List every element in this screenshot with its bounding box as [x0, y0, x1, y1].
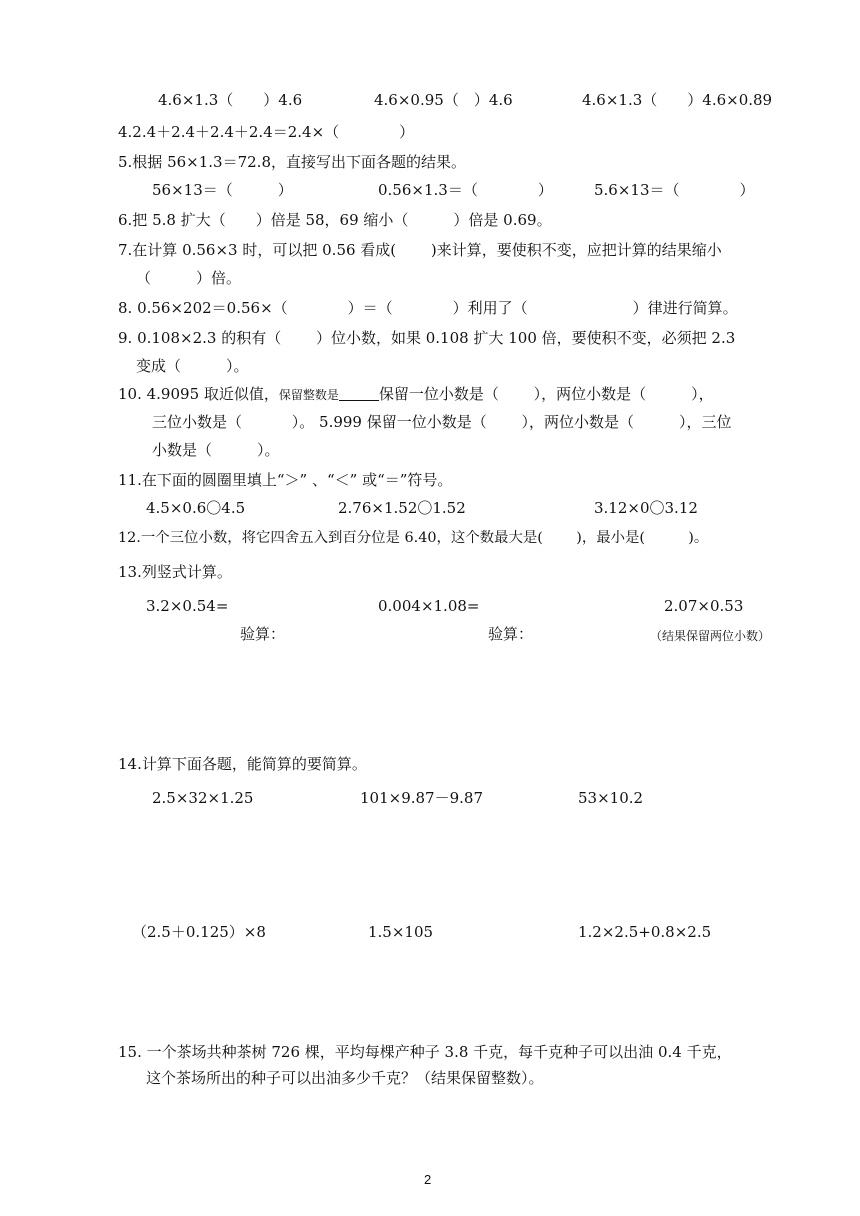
question-5-b: 0.56×1.3＝（ ） [378, 181, 553, 199]
question-10-line2: 三位小数是（ ）。 5.999 保留一位小数是（ ），两位小数是（ ），三位 [152, 413, 732, 431]
question-10-prefix: 10. 4.9095 取近似值， [118, 385, 279, 403]
question-11-c: 3.12×0〇3.12 [594, 499, 698, 517]
question-15-line1: 15. 一个茶场共种茶树 726 棵，平均每棵产种子 3.8 千克，每千克种子可以出油 0.4 千克， [118, 1043, 732, 1061]
check-label-2: 验算： [488, 625, 534, 643]
question-5-a: 56×13＝（ ） [152, 181, 293, 199]
question-7-line2: （ ）倍。 [136, 269, 242, 287]
question-15-line2: 这个茶场所出的种子可以出油多少千克？（结果保留整数）。 [146, 1069, 544, 1087]
question-8: 8. 0.56×202＝0.56×（ ）＝（ ）利用了（ ）律进行简算。 [118, 299, 738, 317]
question-14-a: 2.5×32×1.25 [152, 789, 254, 807]
question-5-c: 5.6×13＝（ ） [594, 181, 755, 199]
question-10-line1 [118, 384, 714, 405]
question-10-line3: 小数是（ ）。 [152, 441, 280, 459]
question-4: 4.2.4＋2.4＋2.4＋2.4＝2.4×（ ） [118, 123, 415, 141]
compare-item-2: 4.6×0.95（ ）4.6 [374, 91, 513, 109]
question-13-c: 2.07×0.53 [664, 597, 744, 615]
question-14-d: （2.5＋0.125）×8 [132, 923, 266, 941]
question-14-f: 1.2×2.5+0.8×2.5 [578, 923, 712, 941]
compare-item-3: 4.6×1.3（ ）4.6×0.89 [582, 91, 773, 109]
question-14-stem: 14.计算下面各题，能简算的要简算。 [118, 755, 367, 773]
question-13-a: 3.2×0.54= [146, 597, 229, 615]
question-13-stem: 13.列竖式计算。 [118, 563, 232, 581]
question-9-line1: 9. 0.108×2.3 的积有（ ）位小数，如果 0.108 扩大 100 倍，要使积不变，必须把 2.3 [118, 329, 736, 347]
question-6: 6.把 5.8 扩大（ ）倍是 58，69 缩小（ ）倍是 0.69。 [118, 211, 552, 229]
question-9-line2: 变成（ ）。 [136, 357, 249, 375]
question-14-e: 1.5×105 [368, 923, 434, 941]
page-number: 2 [424, 1172, 432, 1187]
question-10-suffix: 保留一位小数是（ ），两位小数是（ ）， [378, 385, 714, 403]
question-14-c: 53×10.2 [578, 789, 644, 807]
question-7-line1: 7.在计算 0.56×3 时，可以把 0.56 看成( )来计算，要使积不变，应把计算的结果缩小 [118, 241, 722, 259]
question-12: 12.一个三位小数，将它四舍五入到百分位是 6.40，这个数最大是( )，最小是( )。 [118, 530, 709, 546]
question-14-b: 101×9.87－9.87 [360, 789, 483, 807]
rounding-note: （结果保留两位小数） [650, 629, 771, 643]
question-5-stem: 5.根据 56×1.3＝72.8，直接写出下面各题的结果。 [118, 153, 466, 171]
question-11-a: 4.5×0.6〇4.5 [146, 499, 246, 517]
question-13-b: 0.004×1.08= [378, 597, 480, 615]
compare-item-1: 4.6×1.3（ ）4.6 [158, 91, 303, 109]
question-10-small-label: 保留整数是 [278, 388, 339, 402]
answer-blank[interactable] [339, 386, 379, 401]
question-11-b: 2.76×1.52〇1.52 [338, 499, 466, 517]
question-11-stem: 11.在下面的圆圈里填上“＞” 、“＜” 或“＝”符号。 [118, 471, 453, 489]
check-label-1: 验算： [240, 625, 286, 643]
